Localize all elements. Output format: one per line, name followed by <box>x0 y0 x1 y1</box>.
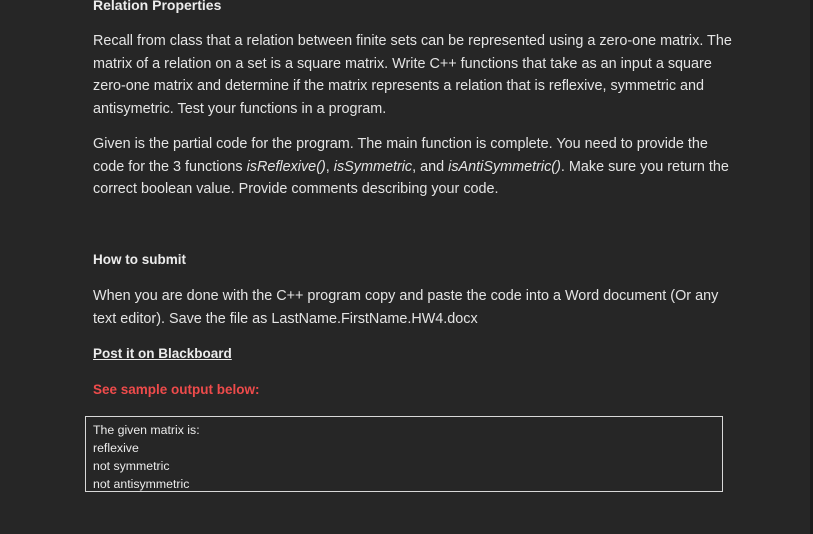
intro-paragraph: Recall from class that a relation between finite sets can be represented using a zero-one matrix. The matrix of a relation on a set is a square matrix. Write C++ functions that take as an input a square zero-one matrix and determine if the matrix represents a relation that is reflexive, symmetric and antisymetric. Test your functions in a program. <box>93 33 732 117</box>
function-name-issymmetric: isSymmetric <box>333 158 413 175</box>
section-title: Relation Properties <box>93 0 222 13</box>
post-on-blackboard-link[interactable]: Post it on Blackboard <box>93 346 232 361</box>
sample-output-line: not symmetric <box>93 459 170 473</box>
instructions-text-1: Given is the partial code for the program. The main function is complete. You need to provide the code for the 3 functions <box>93 136 708 175</box>
function-name-isantisymmetric: isAntiSymmetric() <box>448 158 561 175</box>
instructions-separator-1: , <box>325 158 334 175</box>
sample-output-box <box>85 416 723 492</box>
sample-output-line: reflexive <box>93 441 139 455</box>
function-name-isreflexive: isReflexive() <box>246 158 326 175</box>
instructions-paragraph <box>93 133 733 201</box>
sample-output-line: The given matrix is: <box>93 423 200 437</box>
submit-paragraph: When you are done with the C++ program copy and paste the code into a Word document (Or any text editor). Save the file as LastName.FirstName.HW4.docx <box>93 288 719 327</box>
instructions-separator-2: , and <box>412 158 449 175</box>
sample-output-label: See sample output below: <box>93 382 260 397</box>
sample-output-line: not antisymmetric <box>93 477 190 491</box>
instructions-text-2: . Make sure you return the correct boolean value. Provide comments describing your code. <box>93 158 729 198</box>
submit-heading: How to submit <box>93 252 186 267</box>
